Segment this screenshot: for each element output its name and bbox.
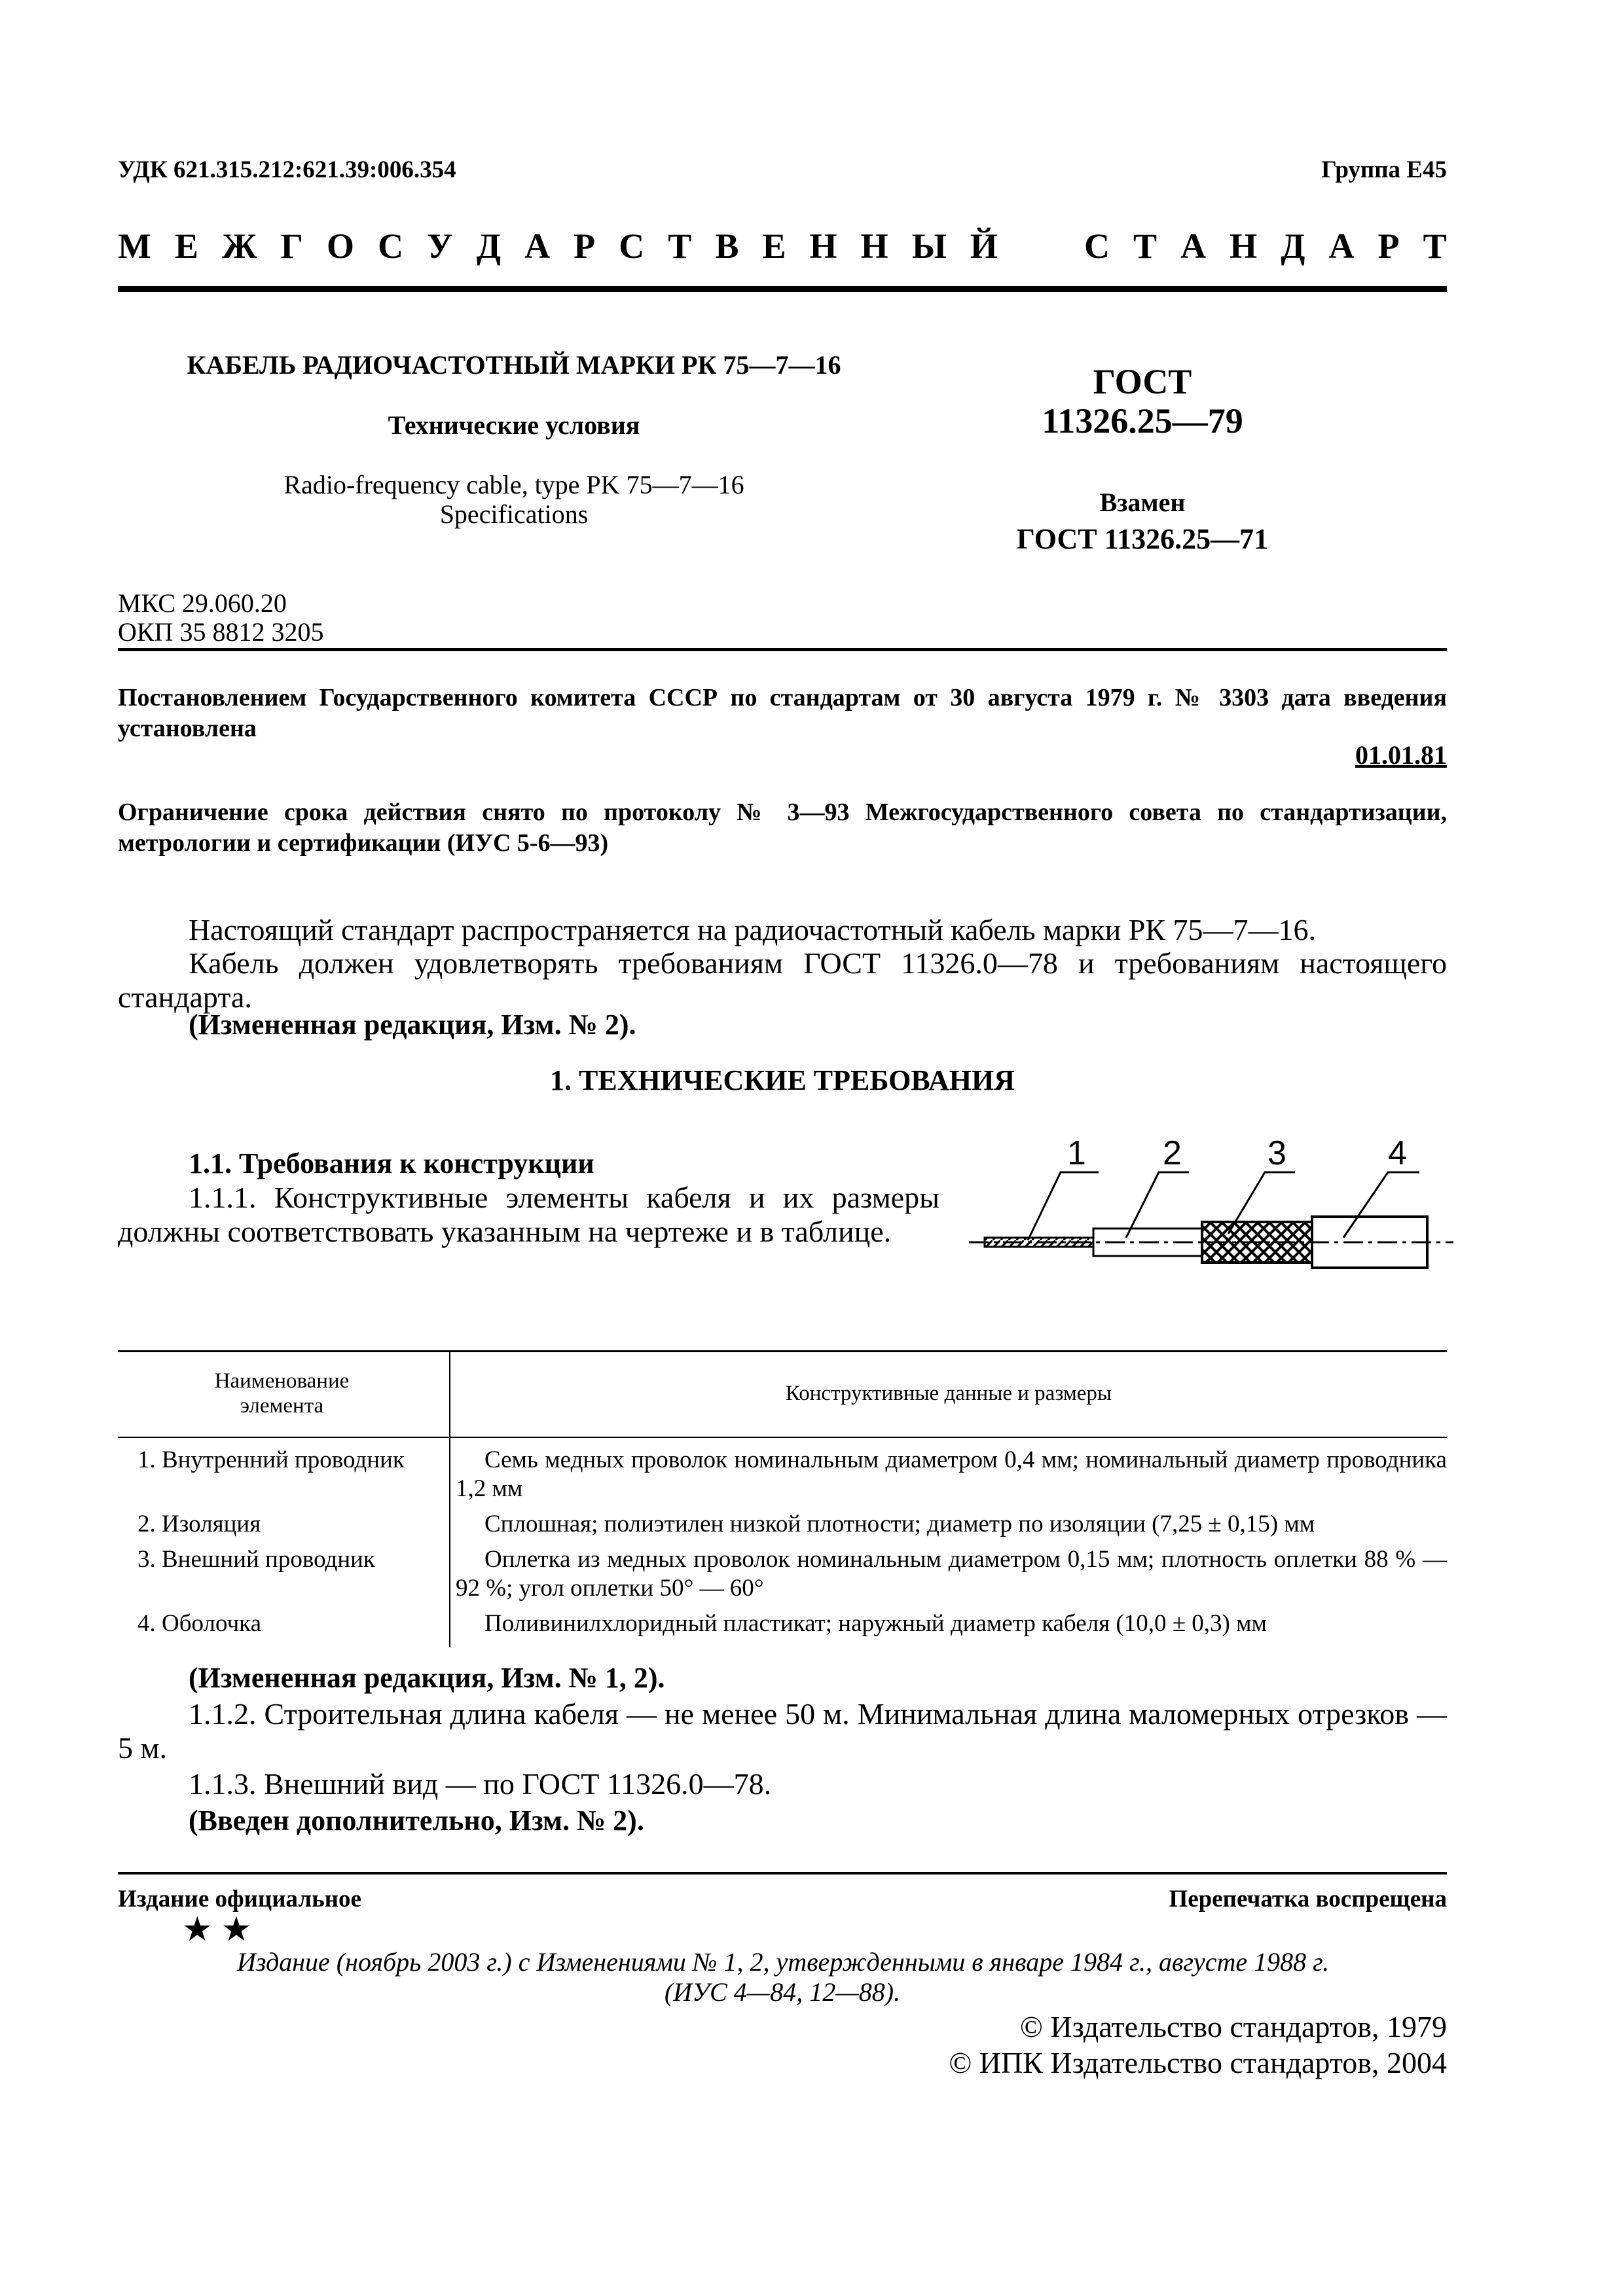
- banner-letter: С: [378, 226, 404, 266]
- banner-letter: Т: [1133, 226, 1158, 266]
- banner-letter: Д: [476, 226, 501, 266]
- intro-paragraph-1: Настоящий стандарт распространяется на радиочастотный кабель марки РК 75—7—16.: [189, 913, 1316, 946]
- row-data: Оплетка из медных проволок номинальным диаметром 0,15 мм; плотность оплетки 88 % — 92 %; угол оплетки 50° — 60°: [456, 1546, 1447, 1602]
- cable-drawing: [969, 1122, 1453, 1293]
- table-row: [118, 1437, 1447, 1503]
- decree-date: 01.01.81: [1355, 740, 1447, 770]
- reprint-notice: Перепечатка воспрещена: [1169, 1886, 1447, 1912]
- col-header-data: Конструктивные данные и размеры: [450, 1350, 1447, 1437]
- row-data: Сплошная; полиэтилен низкой плотности; диаметр по изоляции (7,25 ± 0,15) мм: [484, 1511, 1315, 1537]
- amendment-2: (Введен дополнительно, Изм. № 2).: [189, 1804, 644, 1837]
- banner-letter: А: [524, 226, 551, 266]
- row-name: 4. Оболочка: [118, 1603, 450, 1647]
- standard-banner: [118, 226, 1447, 266]
- mks-code: МКС 29.060.20: [118, 588, 287, 618]
- thick-rule: [118, 286, 1447, 292]
- banner-letter: Ы: [911, 226, 947, 266]
- table-row: [118, 1539, 1447, 1603]
- construction-table: [118, 1350, 1447, 1647]
- thin-rule: [118, 648, 1447, 651]
- replaces-label: Взамен: [1099, 488, 1186, 517]
- banner-letter: А: [1180, 226, 1207, 266]
- banner-letter: У: [427, 226, 453, 266]
- copyright-2: © ИПК Издательство стандартов, 2004: [949, 2046, 1447, 2079]
- paragraph-1-1-3: 1.1.3. Внешний вид — по ГОСТ 11326.0—78.: [189, 1767, 772, 1801]
- col-header-element: Наименование элемента: [118, 1350, 450, 1437]
- label-2: 2: [1163, 1134, 1182, 1172]
- banner-letter: Е: [762, 226, 786, 266]
- banner-letter: Й: [970, 226, 998, 266]
- banner-letter: А: [1328, 226, 1355, 266]
- banner-letter: Д: [1281, 226, 1305, 266]
- document-subtitle: Технические условия: [388, 410, 640, 440]
- banner-letter: С: [1084, 226, 1110, 266]
- table-row: [118, 1503, 1447, 1539]
- banner-letter: Г: [280, 226, 303, 266]
- label-1: 1: [1067, 1134, 1086, 1172]
- copyright-1: © Издательство стандартов, 1979: [1019, 2010, 1447, 2043]
- banner-letter: Н: [1230, 226, 1258, 266]
- banner-letter: Е: [175, 226, 199, 266]
- edition-line-1: Издание (ноябрь 2003 г.) с Изменениями № 1, 2, утвержденными в январе 1984 г., августе 1988 г.: [237, 1947, 1330, 1977]
- intro-amendment: (Измененная редакция, Изм. № 2).: [189, 1009, 636, 1041]
- restriction-text: Ограничение срока действия снято по протоколу № 3—93 Межгосударственного совета по стандартизации, метрологии и сертификации (ИУС 5-6—93): [118, 798, 1447, 857]
- english-subtitle: Specifications: [439, 499, 589, 529]
- gost-label: ГОСТ: [1093, 362, 1192, 401]
- banner-letter: Н: [860, 226, 888, 266]
- banner-letter: В: [715, 226, 739, 266]
- leader-line-1: [1028, 1172, 1099, 1240]
- table-header-row: [118, 1350, 1447, 1437]
- banner-letter: Н: [809, 226, 837, 266]
- amendment-1: (Измененная редакция, Изм. № 1, 2).: [189, 1662, 665, 1694]
- row-data: Семь медных проволок номинальным диаметром 0,4 мм; номинальный диаметр проводника 1,2 мм: [456, 1446, 1447, 1502]
- english-title: Radio-frequency cable, type PK 75—7—16: [283, 470, 744, 499]
- banner-letter: М: [118, 226, 151, 266]
- banner-letter: Р: [574, 226, 596, 266]
- section-heading: 1. ТЕХНИЧЕСКИЕ ТРЕБОВАНИЯ: [550, 1064, 1015, 1096]
- replaces-number: ГОСТ 11326.25—71: [1016, 523, 1269, 555]
- paragraph-1-1-2: 1.1.2. Строительная длина кабеля — не менее 50 м. Минимальная длина маломерных отрезков — 5 м.: [118, 1697, 1447, 1765]
- gost-number: 11326.25—79: [1042, 401, 1243, 440]
- group-code: Группа Е45: [1321, 156, 1447, 183]
- banner-gap: [1021, 226, 1061, 266]
- banner-letter: О: [327, 226, 355, 266]
- banner-letter: Ж: [222, 226, 257, 266]
- banner-letter: С: [619, 226, 645, 266]
- row-name: 3. Внешний проводник: [118, 1539, 450, 1603]
- okp-code: ОКП 35 8812 3205: [118, 617, 324, 647]
- official-edition: Издание официальное: [118, 1886, 361, 1912]
- subsection-heading: 1.1. Требования к конструкции: [189, 1147, 594, 1179]
- label-3: 3: [1267, 1134, 1286, 1172]
- banner-letter: Р: [1377, 226, 1400, 266]
- stars-icon: ★ ★: [182, 1911, 252, 1948]
- banner-letter: Т: [1423, 226, 1447, 266]
- banner-letter: Т: [668, 226, 692, 266]
- row-data: Поливинилхлоридный пластикат; наружный диаметр кабеля (10,0 ± 0,3) мм: [484, 1610, 1267, 1637]
- table-row: [118, 1603, 1447, 1647]
- decree-text: Постановлением Государственного комитета СССР по стандартам от 30 августа 1979 г. № 3303 дата введения установлена: [118, 684, 1447, 742]
- row-name: 1. Внутренний проводник: [118, 1437, 450, 1503]
- edition-line-2: (ИУС 4—84, 12—88).: [664, 1977, 901, 2007]
- udk-code: УДК 621.315.212:621.39:006.354: [118, 156, 456, 183]
- document-title: КАБЕЛЬ РАДИОЧАСТОТНЫЙ МАРКИ РК 75—7—16: [187, 350, 841, 380]
- intro-paragraph-2: Кабель должен удовлетворять требованиям ГОСТ 11326.0—78 и требованиям настоящего стандарта.: [118, 946, 1447, 1014]
- row-name: 2. Изоляция: [118, 1503, 450, 1539]
- footer-rule: [118, 1872, 1447, 1874]
- label-4: 4: [1388, 1134, 1407, 1172]
- paragraph-1-1-1: 1.1.1. Конструктивные элементы кабеля и их размеры должны соответствовать указанным на чертеже и в таблице.: [118, 1181, 939, 1248]
